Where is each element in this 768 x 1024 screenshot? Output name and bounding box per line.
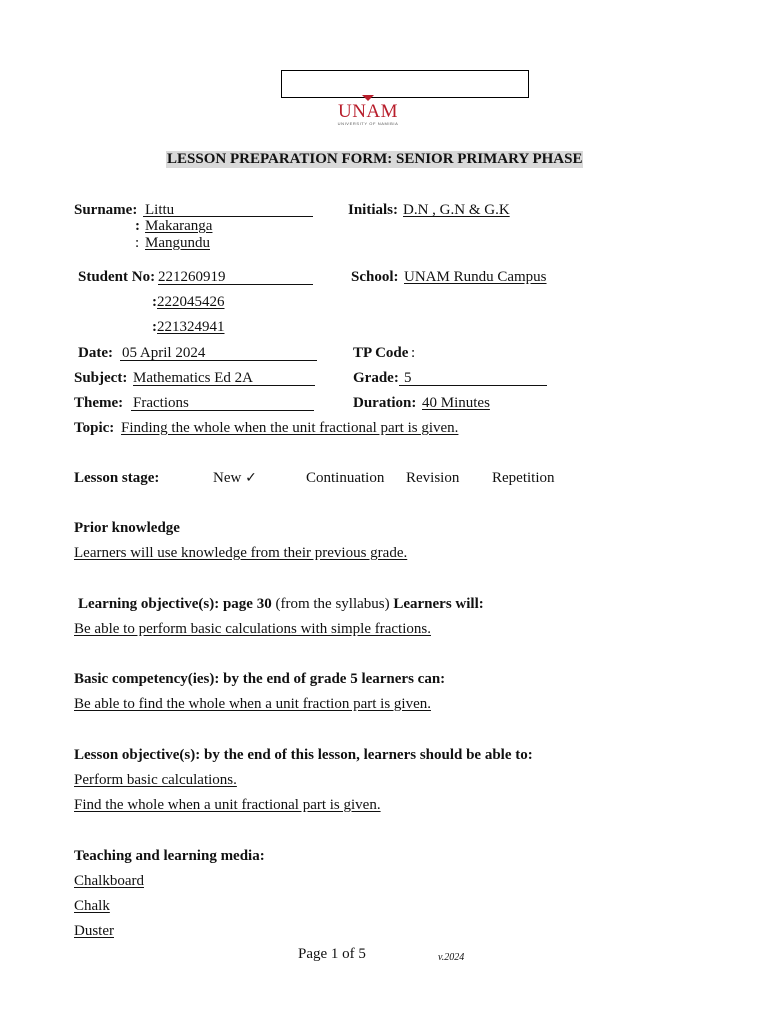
surname-colon-2: : xyxy=(135,218,140,234)
student-no-colon-2: : xyxy=(152,294,157,310)
media-item-1: Chalkboard xyxy=(74,873,144,889)
date-label: Date: xyxy=(78,345,113,361)
lesson-stage-repetition: Repetition xyxy=(492,470,555,486)
tp-code-label: TP Code xyxy=(353,345,409,361)
student-no-label: Student No: xyxy=(78,269,156,285)
learning-objectives-heading-bold: Learning objective(s): page 30 xyxy=(78,596,272,612)
theme-value: Fractions xyxy=(133,395,189,411)
logo-text: UNAM xyxy=(337,101,399,122)
grade-underline xyxy=(399,385,547,386)
page-number: Page 1 of 5 xyxy=(298,946,366,962)
version-label: v.2024 xyxy=(438,952,465,963)
learning-objectives-heading-normal: (from the syllabus) xyxy=(275,596,390,612)
check-icon: ✓ xyxy=(245,470,257,486)
logo-frame xyxy=(281,70,529,98)
topic-label: Topic: xyxy=(74,420,115,436)
duration-value: 40 Minutes xyxy=(422,395,490,411)
lesson-objectives-heading: Lesson objective(s): by the end of this lesson, learners should be able to: xyxy=(74,747,533,763)
logo-subtitle: UNIVERSITY OF NAMIBIA xyxy=(337,121,399,126)
duration-label: Duration: xyxy=(353,395,417,411)
grade-value: 5 xyxy=(404,370,412,386)
grade-label: Grade: xyxy=(353,370,399,386)
surname-label: Surname: xyxy=(74,202,138,218)
media-item-3: Duster xyxy=(74,923,114,939)
media-item-2: Chalk xyxy=(74,898,110,914)
date-underline xyxy=(120,360,317,361)
subject-underline xyxy=(133,385,315,386)
date-value: 05 April 2024 xyxy=(122,345,206,361)
lesson-objective-item-1: Perform basic calculations. xyxy=(74,772,237,788)
student-no-underline xyxy=(158,284,313,285)
surname-value-1: Littu xyxy=(145,202,175,218)
subject-value: Mathematics Ed 2A xyxy=(133,370,253,386)
student-no-1: 221260919 xyxy=(158,269,226,285)
unam-logo xyxy=(326,98,410,128)
form-title: LESSON PREPARATION FORM: SENIOR PRIMARY PHASE xyxy=(167,151,583,167)
student-no-2: 222045426 xyxy=(157,294,225,310)
school-label: School: xyxy=(351,269,399,285)
school-value: UNAM Rundu Campus xyxy=(404,269,547,285)
lesson-stage-revision: Revision xyxy=(406,470,460,486)
prior-knowledge-heading: Prior knowledge xyxy=(74,520,180,536)
student-no-3: 221324941 xyxy=(157,319,225,335)
lesson-stage-continuation: Continuation xyxy=(306,470,385,486)
student-no-colon-3: : xyxy=(152,319,157,335)
learning-objectives-heading-tail: Learners will: xyxy=(393,596,484,612)
prior-knowledge-text: Learners will use knowledge from their previous grade. xyxy=(74,545,408,561)
lesson-stage-label: Lesson stage: xyxy=(74,470,160,486)
learning-objectives-text: Be able to perform basic calculations with simple fractions. xyxy=(74,621,431,637)
theme-underline xyxy=(131,410,314,411)
basic-competency-heading: Basic competency(ies): by the end of grade 5 learners can: xyxy=(74,671,446,687)
basic-competency-text: Be able to find the whole when a unit fraction part is given. xyxy=(74,696,431,712)
initials-label: Initials: xyxy=(348,202,399,218)
lesson-stage-new-label: New xyxy=(213,470,242,486)
media-heading: Teaching and learning media: xyxy=(74,848,265,864)
lesson-objective-item-2: Find the whole when a unit fractional part is given. xyxy=(74,797,381,813)
initials-value: D.N , G.N & G.K xyxy=(403,202,510,218)
surname-underline xyxy=(143,216,313,217)
surname-value-3: Mangundu xyxy=(145,235,210,251)
learning-objectives-heading xyxy=(78,596,484,613)
subject-label: Subject: xyxy=(74,370,128,386)
surname-value-2: Makaranga xyxy=(145,218,213,234)
lesson-stage-new xyxy=(213,470,257,487)
tp-code-colon: : xyxy=(411,345,416,361)
surname-colon-3: : xyxy=(135,235,140,251)
topic-value: Finding the whole when the unit fractional part is given. xyxy=(121,420,459,436)
theme-label: Theme: xyxy=(74,395,124,411)
